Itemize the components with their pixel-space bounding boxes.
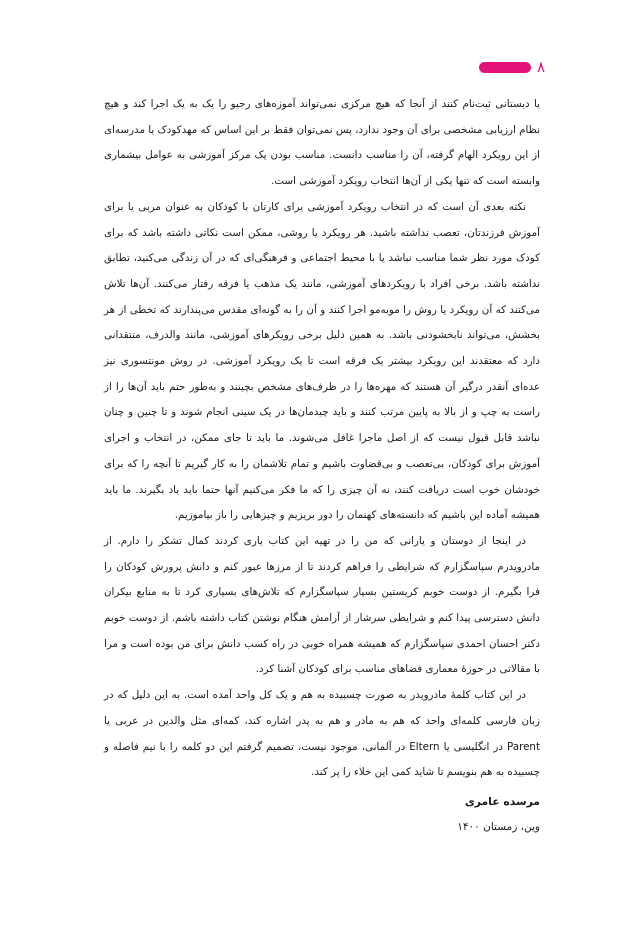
body-text: [104, 92, 540, 840]
paragraph: نکته بعدی آن است که در انتخاب رویکرد آموزشی برای کارتان با کودکان به عنوان مربی یا برای آموزش فرزندتان، تعصب نداشته باشید. هر رویکرد یا روشی، ممکن است نکاتی داشته باشد که برای کودک مورد نظر شما مناسب نباشد یا با محیط اجتماعی و فرهنگی‌ای که در آن زندگی می‌کنید، تطابق نداشته باشد. برخی افراد با رویکردهای آموزشی، مانند یک مذهب یا فرقه رفتار می‌کنند. آن‌ها تلاش می‌کنند که آن رویکرد یا روش را موبه‌مو اجرا کنند و آن را به گونه‌ای مقدس می‌پندارند که تخطی از هر بخشش، می‌تواند نابخشودنی باشد. به همین دلیل برخی رویکرهای آموزشی، مانند والدرف، منتقدانی دارد که معتقدند این رویکرد بیشتر یک فرقه است تا یک رویکرد آموزشی. در روش مونتسوری نیز عده‌ای آنقدر درگیر آن هستند که مهره‌ها را در ظرف‌های مشخص بچینند و به‌طور حتم باید آن‌ها را از راست به چپ و از بالا به پایین مرتب کنند و باید چیدمان‌ها در یک سینی انجام شوند و تا چنین و چنان نباشد قابل قبول نیست که از اصل ماجرا غافل می‌شوند. ما باید تا جای ممکن، در انتخاب و اجرای آموزش برای کودکان، بی‌تعصب و بی‌قضاوت باشیم و تمام تلاشمان را به کار گیریم تا آنچه را که برای خودشان خوب است دریافت کنند، نه آن چیزی را که ما فکر می‌کنیم آنها حتما باید یاد بگیرند. ما باید همیشه آماده این باشیم که دانسته‌های کهنمان را دور بریزیم و چیزهایی را باز بیاموزیم.: [104, 200, 540, 522]
paragraph: در این کتاب کلمهٔ مادرویدر به صورت چسبیده به هم و یک کل واحد آمده است. به این دلیل که در زبان فارسی کلمه‌ای واحد که هم به مادر و هم به پدر اشاره کند، کمه‌ای مثل والدین در عربی یا Parent در انگلیسی یا Eltern در آلمانی، موجود نیست، تصمیم گرفتم این دو کلمه را با نیم فاصله و چسبیده به هم بنویسم تا شاید کمی این خلاء را پر کند.: [104, 689, 540, 779]
paragraph: در اینجا از دوستان و یارانی که من را در تهیه این کتاب یاری کردند کمال تشکر را دارم. از مادرویدرم سپاسگزارم که شرایطی را فراهم کردند تا از مرزها عبور کنم و دانش پرورش کودکان را فرا بگیرم. از دوست خوبم کریستین بسیار سپاسگزارم که تلاش‌های بسیاری کرد تا به منابع بیکران دانش دسترسی پیدا کنم و شرایطی سرشار از آرامش هنگام نوشتن کتاب داشته باشم. از دوست خوبم دکتر احسان احمدی سپاسگزارم که همیشه همراه خوبی در راه کسب دانش برای من بوده است و مرا با مقالاتی در حوزهٔ معماری فضاهای مناسب برای کودکان آشنا کرد.: [104, 534, 540, 676]
page-header: [479, 60, 545, 75]
place-date: وین، زمستان ۱۴۰۰: [457, 820, 540, 833]
author-signature: مرسده عامری: [464, 794, 540, 808]
accent-bar: [479, 62, 531, 73]
page-number: ۸: [536, 58, 545, 76]
paragraph: یا دبستانی ثبت‌نام کنند از آنجا که هیچ مرکزی نمی‌تواند آموزه‌های رجیو را یک به یک اجرا کند و هیچ نظام ارزیابی مشخصی برای آن وجود ندارد، پس نمی‌توان فقط بر این اساس که مهدکودک یا مدرسه‌ای از این رویکرد الهام گرفته، آن را مناسب دانست. مناسب بودن یک مرکز آموزشی به عوامل بیشماری وابسته است که تنها یکی از آن‌ها انتخاب رویکرد آموزشی است.: [104, 98, 540, 188]
